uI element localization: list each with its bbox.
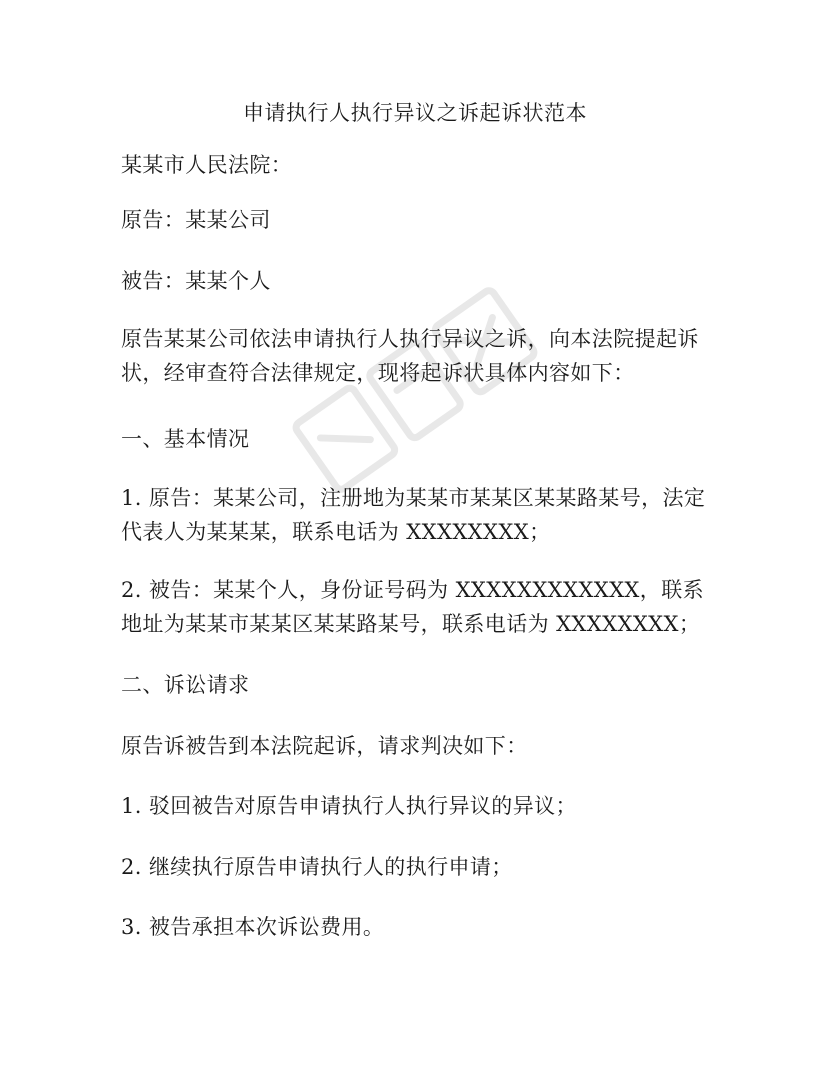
request-item-3: 3. 被告承担本次诉讼费用。 — [121, 915, 385, 939]
basic-item-2-line-1: 2. 被告：某某个人，身份证号码为 XXXXXXXXXXXX，联系 — [121, 578, 704, 602]
basic-item-2-line-2: 地址为某某市某某区某某路某号，联系电话为 XXXXXXXX； — [121, 612, 701, 636]
court-addressee: 某某市人民法院： — [121, 153, 293, 177]
section2-heading: 二、诉讼请求 — [121, 673, 250, 697]
basic-item-1-line-1: 1. 原告：某某公司，注册地为某某市某某区某某路某号，法定 — [121, 486, 706, 510]
intro-line-1: 原告某某公司依法申请执行人执行异议之诉，向本法院提起诉 — [121, 327, 699, 351]
request-item-2: 2. 继续执行原告申请执行人的执行申请； — [121, 855, 513, 879]
watermark-logo — [285, 280, 545, 500]
request-intro: 原告诉被告到本法院起诉，请求判决如下： — [121, 734, 528, 758]
basic-item-1-line-2: 代表人为某某某，联系电话为 XXXXXXXX； — [121, 520, 551, 544]
basic-item-1 — [121, 481, 721, 549]
section1-heading: 一、基本情况 — [121, 427, 250, 451]
intro-paragraph — [121, 322, 721, 390]
request-item-1: 1. 驳回被告对原告申请执行人执行异议的异议； — [121, 794, 577, 818]
intro-line-2: 状，经审查符合法律规定，现将起诉状具体内容如下： — [121, 361, 635, 385]
document-title: 申请执行人执行异议之诉起诉状范本 — [243, 101, 587, 125]
basic-item-2 — [121, 573, 721, 641]
plaintiff-line: 原告：某某公司 — [121, 208, 271, 232]
defendant-line: 被告：某某个人 — [121, 269, 271, 293]
